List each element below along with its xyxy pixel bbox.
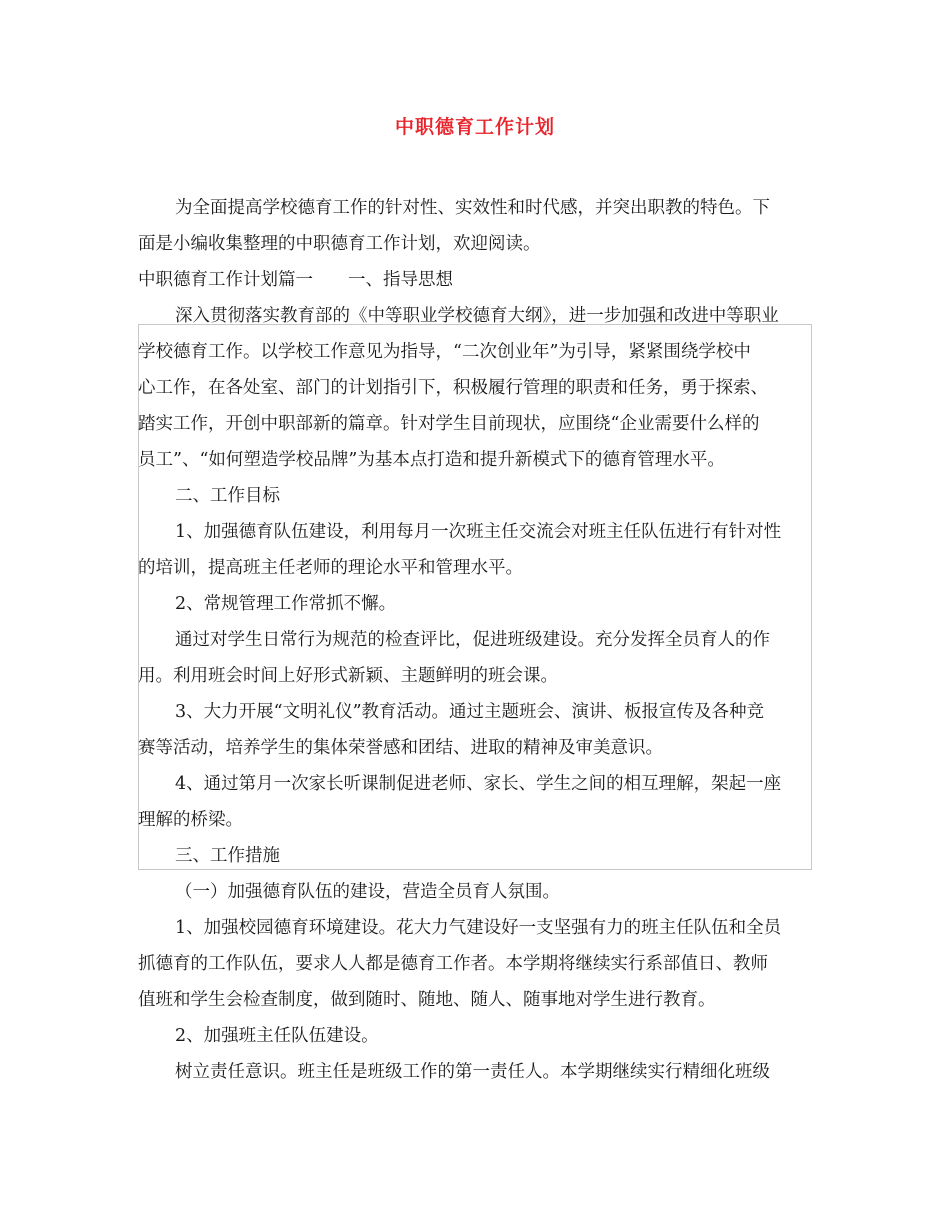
paragraph-line: 1、加强德育队伍建设，利用每月一次班主任交流会对班主任队伍进行有针对性: [175, 522, 782, 542]
paragraph-line: 3、大力开展“文明礼仪”教育活动。通过主题班会、演讲、板报宣传及各种竞: [175, 702, 765, 722]
paragraph-line: 2、常规管理工作常抓不懈。: [175, 594, 397, 614]
paragraph-line: 赛等活动，培养学生的集体荣誉感和团结、进取的精神及审美意识。: [138, 738, 663, 758]
paragraph-line: 心工作，在各处室、部门的计划指引下，积极履行管理的职责和任务，勇于探索、: [138, 378, 768, 398]
paragraph-line: 深入贯彻落实教育部的《中等职业学校德育大纲》，进一步加强和改进中等职业: [175, 306, 779, 326]
section-heading-line: 三、工作措施: [175, 846, 280, 866]
paragraph-line: 2、加强班主任队伍建设。: [175, 1026, 379, 1046]
paragraph-line: 学校德育工作。以学校工作意见为指导，“二次创业年”为引导，紧紧围绕学校中: [138, 342, 751, 362]
paragraph-line: 4、通过第月一次家长听课制促进老师、家长、学生之间的相互理解，架起一座: [175, 774, 782, 794]
paragraph-line: 树立责任意识。班主任是班级工作的第一责任人。本学期继续实行精细化班级: [175, 1062, 770, 1082]
paragraph-line: 踏实工作，开创中职部新的篇章。针对学生目前现状，应围绕“企业需要什么样的: [138, 414, 760, 434]
paragraph-line: 的培训，提高班主任老师的理论水平和管理水平。: [138, 558, 523, 578]
paragraph-line: 用。利用班会时间上好形式新颖、主题鲜明的班会课。: [138, 666, 558, 686]
paragraph-line: 理解的桥梁。: [138, 810, 243, 830]
paragraph-line: 面是小编收集整理的中职德育工作计划，欢迎阅读。: [138, 234, 541, 254]
section-heading-line: 中职德育工作计划篇一 一、指导思想: [138, 270, 453, 290]
paragraph-line: 值班和学生会检查制度，做到随时、随地、随人、随事地对学生进行教育。: [138, 990, 716, 1010]
section-heading-line: 二、工作目标: [175, 486, 280, 506]
paragraph-line: 抓德育的工作队伍，要求人人都是德育工作者。本学期将继续实行系部值日、教师: [138, 954, 768, 974]
document-title: 中职德育工作计划: [394, 116, 555, 138]
paragraph-line: 员工”、“如何塑造学校品牌”为基本点打造和提升新模式下的德育管理水平。: [138, 450, 725, 470]
paragraph-line: 1、加强校园德育环境建设。花大力气建设好一支坚强有力的班主任队伍和全员: [175, 918, 782, 938]
paragraph-line: （一）加强德育队伍的建设，营造全员育人氛围。: [175, 882, 560, 902]
paragraph-line: 通过对学生日常行为规范的检查评比，促进班级建设。充分发挥全员育人的作: [175, 630, 770, 650]
paragraph-line: 为全面提高学校德育工作的针对性、实效性和时代感，并突出职教的特色。下: [175, 198, 770, 218]
